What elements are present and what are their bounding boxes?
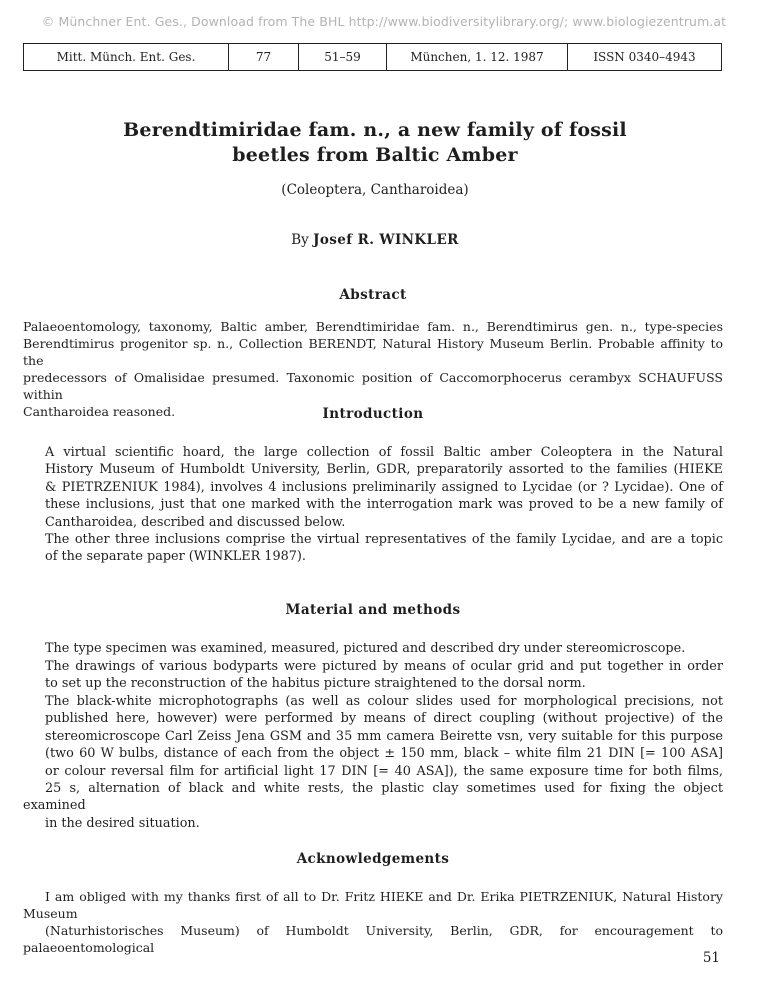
introduction-paragraph-1 xyxy=(23,444,723,531)
text-line: I am obliged with my thanks first of all to Dr. Fritz HIEKE and Dr. Erika PIETRZENIUK, Natural History Museum xyxy=(23,889,723,921)
text-line: (Naturhistorisches Museum) of Humboldt University, Berlin, GDR, for encouragement to palaeoentomological xyxy=(23,923,723,955)
journal-name: Mitt. Münch. Ent. Ges. xyxy=(24,44,229,70)
title-line-2: beetles from Baltic Amber xyxy=(232,144,518,166)
text-line: History Museum of Humboldt University, Berlin, GDR, preparatorily assorted to the families (HIEKE xyxy=(45,462,723,478)
abstract-heading: Abstract xyxy=(339,287,407,303)
byline-by: By xyxy=(291,232,309,248)
abstract-line: Palaeoentomology, taxonomy, Baltic amber, Berendtimiridae fam. n., Berendtimirus gen. n., type-species xyxy=(23,319,723,334)
text-line: The drawings of various bodyparts were pictured by means of ocular grid and put together in order xyxy=(45,659,723,674)
methods-paragraph-2 xyxy=(23,658,723,693)
paper-subtitle: (Coleoptera, Cantharoidea) xyxy=(281,182,469,198)
acknowledgements-heading: Acknowledgements xyxy=(296,851,450,867)
journal-header xyxy=(23,43,722,71)
abstract-line: predecessors of Omalisidae presumed. Taxonomic position of Caccomorphocerus cerambyx SCHAUFUSS within xyxy=(23,370,723,402)
abstract-line: Berendtimirus progenitor sp. n., Collection BERENDT, Natural History Museum Berlin. Probable affinity to the xyxy=(23,336,723,368)
abstract-text xyxy=(23,318,723,420)
journal-issn: ISSN 0340–4943 xyxy=(593,50,696,64)
text-line: published here, however) were performed by means of direct coupling (without projective) of the xyxy=(45,711,723,727)
text-line: to set up the reconstruction of the habitus picture straightened to the dorsal norm. xyxy=(45,676,586,692)
byline xyxy=(60,232,690,248)
text-line: The other three inclusions comprise the virtual representatives of the family Lycidae, and are a topic xyxy=(45,532,723,547)
introduction-heading: Introduction xyxy=(322,406,424,422)
text-line: stereomicroscope Carl Zeiss Jena GSM and 35 mm camera Beirette vsn, very suitable for this purpose xyxy=(45,728,723,744)
text-line: of the separate paper (WINKLER 1987). xyxy=(45,549,306,565)
copyright-watermark: © Münchner Ent. Ges., Download from The BHL http://www.biodiversitylibrary.org/; www.biologiezentrum.at xyxy=(41,14,727,29)
text-line: & PIETRZENIUK 1984), involves 4 inclusions preliminarily assigned to Lycidae (or ? Lycidae). One of xyxy=(45,479,723,495)
title-line-1: Berendtimiridae fam. n., a new family of fossil xyxy=(123,119,627,141)
introduction-paragraph-2 xyxy=(23,531,723,566)
methods-paragraph-3 xyxy=(23,693,723,832)
text-line: The black-white microphotographs (as well as colour slides used for morphological precisions, not xyxy=(45,694,723,709)
methods-heading: Material and methods xyxy=(285,602,461,618)
text-line: A virtual scientific hoard, the large collection of fossil Baltic amber Coleoptera in the Natural xyxy=(45,445,723,460)
text-line: (two 60 W bulbs, distance of each from the object ± 150 mm, black – white film 21 DIN [= 100 ASA] xyxy=(45,746,723,762)
text-line: or colour reversal film for artificial light 17 DIN [= 40 ASA]), the same exposure time for both films, xyxy=(45,763,723,779)
paper-title xyxy=(60,118,690,168)
text-line: 25 s, alternation of black and white rests, the plastic clay sometimes used for fixing the object examined xyxy=(23,781,723,814)
journal-place-date: München, 1. 12. 1987 xyxy=(387,44,568,70)
author-name: Josef R. WINKLER xyxy=(313,232,459,248)
journal-volume: 77 xyxy=(229,44,299,70)
text-line: The type specimen was examined, measured, pictured and described dry under stereomicroscope. xyxy=(45,641,686,656)
text-line: these inclusions, just that one marked with the interrogation mark was proved to be a new family of xyxy=(45,497,723,513)
text-line: in the desired situation. xyxy=(45,815,200,831)
methods-paragraph-1 xyxy=(23,640,723,657)
page-number: 51 xyxy=(702,950,720,966)
abstract-line: Cantharoidea reasoned. xyxy=(23,404,176,419)
text-line: Cantharoidea, described and discussed below. xyxy=(45,514,346,530)
acknowledgements-text xyxy=(23,888,723,956)
journal-pages: 51–59 xyxy=(299,44,387,70)
